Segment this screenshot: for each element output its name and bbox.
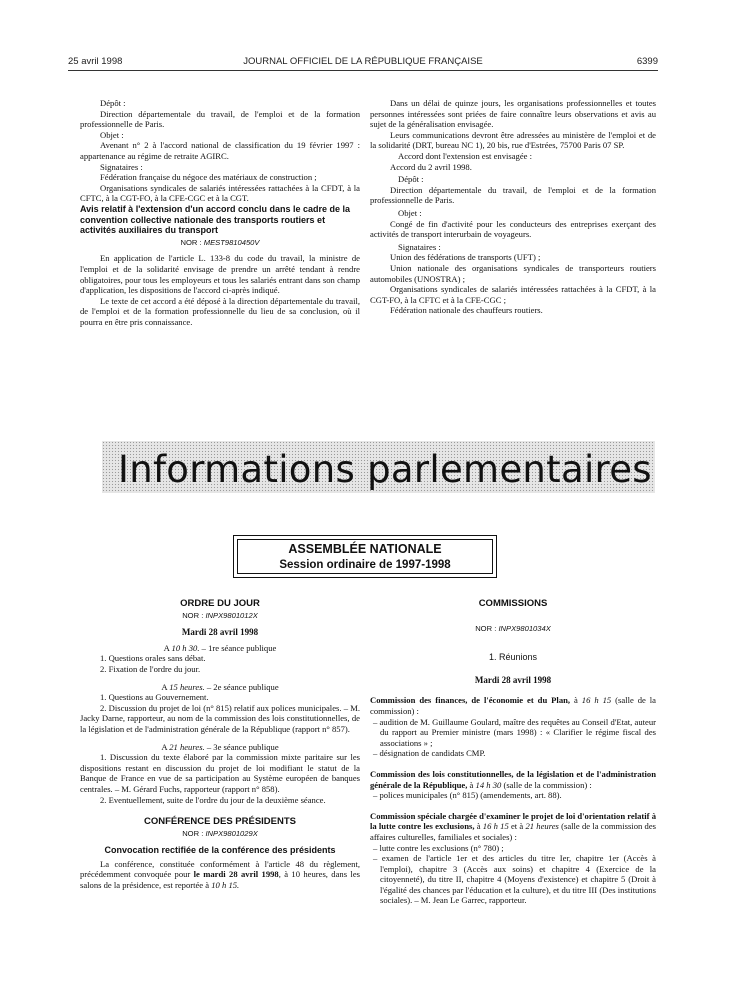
commission-item: – examen de l'article 1er et des articles du titre Ier, chapitre 1er (Accès à l'emploi), chapitre 3 (Accès aux soins) et chapitre 4 (Exercice de la citoyenneté), du titre II, chapitre 4 (Moyens d'existence) et chapitre 5 (Droit à l'égalité des chances par l'éducation et la culture), et du titre III (Des institutions sociales). – M. Jean Le Garrec, rapporteur.: [373, 853, 656, 906]
commission-item: – lutte contre les exclusions (n° 780) ;: [373, 842, 504, 853]
objet-label: Objet :: [100, 129, 124, 140]
header-journal-title: JOURNAL OFFICIEL DE LA RÉPUBLIQUE FRANÇAISE: [243, 56, 483, 67]
accord-text: Accord du 2 avril 1998.: [390, 161, 472, 172]
time-prefix: à: [467, 779, 476, 790]
conference-subtitle: Convocation rectifiée de la conférence des présidents: [104, 845, 336, 856]
seance-prefix: A: [163, 642, 172, 653]
ordre-date: Mardi 28 avril 1998: [181, 627, 259, 638]
commission-item: – désignation de candidats CMP.: [373, 748, 486, 759]
header-date: 25 avril 1998: [68, 56, 123, 67]
agenda-item: 2. Discussion du projet de loi (n° 815) relatif aux polices municipales. – M. Jacky Darne, rapporteur, au nom de la commission des lois constitutionnelles, de la législation et de l'administration générale de la République (rapport n° 857).: [80, 702, 360, 734]
assembly-title: ASSEMBLÉE NATIONALE: [288, 542, 442, 556]
header-page-number: 6399: [636, 56, 658, 67]
section-banner: [102, 441, 655, 493]
nor-reference: [80, 611, 360, 622]
top-right-column: [370, 98, 656, 316]
top-left-column: [80, 98, 360, 327]
nor-reference: [80, 829, 360, 840]
seance-heading: [80, 643, 360, 654]
depot-label: Dépôt :: [398, 174, 424, 185]
bottom-right-column: [370, 599, 656, 906]
commission-time: 16 h 15: [581, 695, 612, 706]
agenda-item: 1. Questions orales sans débat.: [100, 653, 206, 664]
nor-label: NOR :: [182, 610, 204, 620]
signataires-label: Signataires :: [398, 241, 441, 252]
nor-label: NOR :: [180, 237, 202, 247]
conference-date: le mardi 28 avril 1998: [193, 869, 279, 880]
assembly-title-inner: [237, 539, 493, 574]
nor-reference: [370, 624, 656, 635]
commission-name: Commission des finances, de l'économie et du Plan,: [370, 695, 571, 706]
signataire-item: Union des fédérations de transports (UFT) ;: [390, 252, 541, 263]
signataire-item: Organisations syndicales de salariés intéressées rattachées à la CFDT, à la CGT-FO, à la CFTC et à la CFE-CGC ;: [370, 284, 656, 305]
conference-text: [80, 859, 360, 891]
banner-title: Informations parlementaires: [118, 448, 652, 491]
nor-code: INPX9801029X: [205, 828, 258, 838]
nor-label: NOR :: [182, 828, 204, 838]
seance-prefix: A: [161, 741, 170, 752]
commission-location: (salle de la commission) :: [501, 779, 592, 790]
nor-reference: [80, 238, 360, 249]
objet-label: Objet :: [398, 207, 422, 218]
avis-paragraph: En application de l'article L. 133-8 du code du travail, la ministre de l'emploi et de la solidarité envisage de prendre un arrêté tendant à rendre obligatoires, pour tous les employeurs et tous les salariés entrant dans son champ d'application, les dispositions de l'accord ci-après indiqué.: [80, 253, 360, 296]
commission-name: Commission des lois constitutionnelles, de la législation et de l'administration générale de la République,: [370, 768, 656, 790]
commissions-date: Mardi 28 avril 1998: [474, 674, 552, 685]
objet-text: Congé de fin d'activité pour les conducteurs des entreprises exerçant des activités de transport interurbain de voyageurs.: [370, 218, 656, 240]
commission-item: – polices municipales (n° 815) (amendements, art. 88).: [373, 790, 562, 801]
commissions-title: COMMISSIONS: [478, 598, 548, 609]
time-prefix: à: [570, 695, 582, 706]
assembly-title-box: [233, 535, 497, 578]
nor-code: INPX9801012X: [205, 610, 258, 620]
seance-heading: [80, 682, 360, 693]
nor-label: NOR :: [475, 623, 497, 633]
seance-number: – 1re séance publique: [199, 642, 277, 653]
header-divider: [68, 70, 658, 71]
seance-time: 15 heures.: [169, 681, 205, 692]
seance-number: – 2e séance publique: [204, 681, 279, 692]
page-header: [68, 56, 658, 70]
seance-time: 21 heures.: [169, 741, 205, 752]
agenda-item: 2. Fixation de l'ordre du jour.: [100, 663, 201, 674]
signataire-item: Fédération française du négoce des matériaux de construction ;: [100, 172, 317, 183]
communications-paragraph: Leurs communications devront être adressées au ministère de l'emploi et de la solidarité (DRT, bureau NC 1), 20 bis, rue d'Estrées, 75700 Paris 07 SP.: [370, 129, 656, 151]
bottom-left-column: [80, 599, 360, 891]
depot-text: Direction départementale du travail, de l'emploi et de la formation professionnelle de Paris.: [370, 184, 656, 206]
commission-time: 21 heures: [525, 821, 559, 832]
commission-location: (salle de la commission des affaires culturelles, familiales et sociales) :: [370, 821, 656, 842]
signataire-item: Union nationale des organisations syndicales de transporteurs routiers automobiles (UNOSTRA) ;: [370, 262, 656, 284]
seance-heading: [80, 742, 360, 753]
commission-heading: [370, 811, 656, 843]
seance-time: 10 h 30.: [171, 642, 200, 653]
seance-prefix: A: [161, 681, 170, 692]
agenda-item: 2. Eventuellement, suite de l'ordre du jour de la deuxième séance.: [100, 794, 326, 805]
avis-title: Avis relatif à l'extension d'un accord conclu dans le cadre de la convention collective nationale des transports routiers et activités auxiliaires du transport: [80, 203, 351, 236]
conference-new-time: 10 h 15.: [211, 880, 240, 891]
commission-heading: [370, 769, 656, 790]
depot-label: Dépôt :: [100, 98, 126, 108]
reunions-heading: 1. Réunions: [488, 652, 538, 663]
nor-code: MESТ9810450V: [203, 237, 260, 247]
conference-text-mid: , à 10 heures, dans les salons de la présidence, est reportée à: [80, 869, 360, 891]
time-prefix: à: [474, 821, 483, 832]
agenda-item: 1. Discussion du texte élaboré par la commission mixte paritaire sur les dispositions restant en discussion du projet de loi modifiant le statut de la Banque de France en vue de sa participation au Système européen de banques centrales. – M. Gérard Fuchs, rapporteur (rapport n° 858).: [80, 752, 360, 794]
commission-heading: [370, 695, 656, 716]
signataires-label: Signataires :: [100, 161, 143, 172]
commission-time: 14 h 30: [475, 779, 502, 790]
accord-label: Accord dont l'extension est envisagée :: [398, 150, 532, 161]
commission-location: (salle de la commission) :: [370, 695, 656, 716]
agenda-item: 1. Questions au Gouvernement.: [100, 692, 209, 703]
delay-paragraph: Dans un délai de quinze jours, les organisations professionnelles et toutes personnes intéressées sont priées de faire connaître leurs observations et avis au sujet de la généralisation envisagée.: [370, 98, 656, 130]
signataire-item: Fédération nationale des chauffeurs routiers.: [390, 305, 543, 316]
seance-number: – 3e séance publique: [204, 741, 279, 752]
nor-code: INPX9801034X: [498, 623, 551, 633]
ordre-du-jour-title: ORDRE DU JOUR: [180, 598, 260, 609]
signataire-item: Organisations syndicales de salariés intéressées rattachées à la CFDT, à la CFTC, à la CGT-FO, à la CFE-CGC et à la CGT.: [80, 182, 360, 204]
avis-paragraph: Le texte de cet accord a été déposé à la direction départementale du travail, de l'emploi et de la formation professionnelle du lieu de sa conclusion, où il pourra en être pris connaissance.: [80, 295, 360, 327]
conference-title: CONFÉRENCE DES PRÉSIDENTS: [143, 816, 297, 828]
commission-name: Commission spéciale chargée d'examiner le projet de loi d'orientation relatif à la lutte contre les exclusions,: [370, 810, 656, 832]
conference-text-start: La conférence, constituée conformément à l'article 48 du règlement, précédemment convoquée pour: [80, 858, 360, 880]
commission-item: – audition de M. Guillaume Goulard, maître des requêtes au Conseil d'Etat, auteur du rapport au Premier ministre (mars 1998) : « Clarifier le régime fiscal des associations » ;: [373, 716, 656, 748]
depot-text: Direction départementale du travail, de l'emploi et de la formation professionnelle de Paris.: [80, 108, 360, 130]
time-connector: et à: [508, 821, 526, 832]
session-title: Session ordinaire de 1997-1998: [279, 559, 451, 571]
objet-text: Avenant n° 2 à l'accord national de classification du 19 février 1997 : appartenance au régime de retraite AGIRC.: [80, 140, 360, 161]
commission-time: 16 h 15: [482, 821, 509, 832]
